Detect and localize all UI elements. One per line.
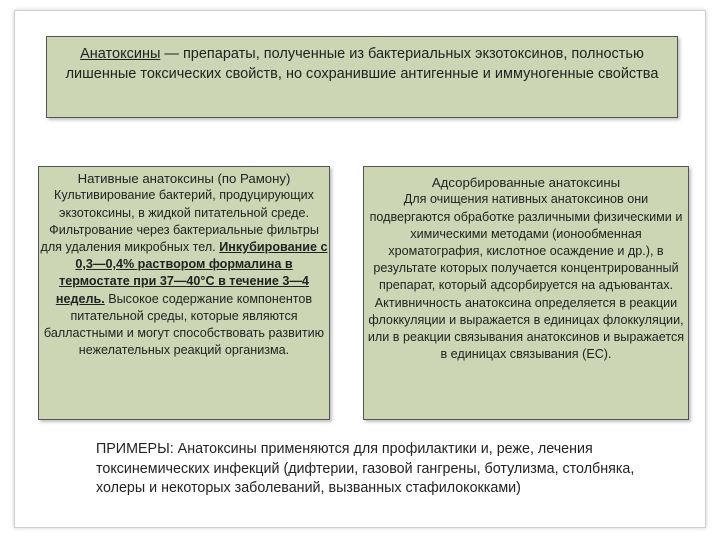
definition-text: — препараты, полученные из бактериальных экзотоксинов, полностью лишенные токсических свойств, но сохранившие антигенные и иммуногенные свойства <box>65 46 659 82</box>
adsorbed-toxoids-box <box>363 166 689 420</box>
definition-box <box>46 36 678 118</box>
native-toxoids-body <box>39 187 329 359</box>
native-body-part2: Высокое содержание компонентов питательной среды, которые являются балластными и могут способствовать развитию нежелательных реакций организма. <box>43 291 325 358</box>
adsorbed-toxoids-body: Для очищения нативных анатоксинов они подвергаются обработке различными физическими и химическими методами (ионообменная хроматография, кислотное осаждение и др.), в результате которых получается концентрированный препарат, который адсорбируется на адъювантах. Активничность анатоксина определяется в реакции флоккуляции и выражается в единицах флоккуляции, или в реакции связывания анатоксинов и выражается в единицах связывания (ЕС). <box>367 192 685 362</box>
native-body-part1: Культивирование бактерий, продуцирующих экзотоксины, в жидкой питательной среде. Фильтрование через бактериальные фильтры для удаления микробных тел. <box>40 188 319 255</box>
examples-text: ПРИМЕРЫ: Анатоксины применяются для профилактики и, реже, лечения токсинемических инфекций (дифтерии, газовой гангрены, ботулизма, столбняка, холеры и некоторых заболеваний, вызванных стафилококками) <box>96 441 635 497</box>
native-toxoids-title: Нативные анатоксины (по Рамону) <box>77 171 291 186</box>
definition-term: Анатоксины <box>80 46 161 62</box>
adsorbed-toxoids-title: Адсорбированные анатоксины <box>431 175 621 190</box>
native-body-bold: Инкубирование с 0,3—0,4% раствором формалина в термостате при 37—40°С в течение 3—4 недель. <box>55 240 328 306</box>
native-toxoids-box <box>38 166 330 420</box>
